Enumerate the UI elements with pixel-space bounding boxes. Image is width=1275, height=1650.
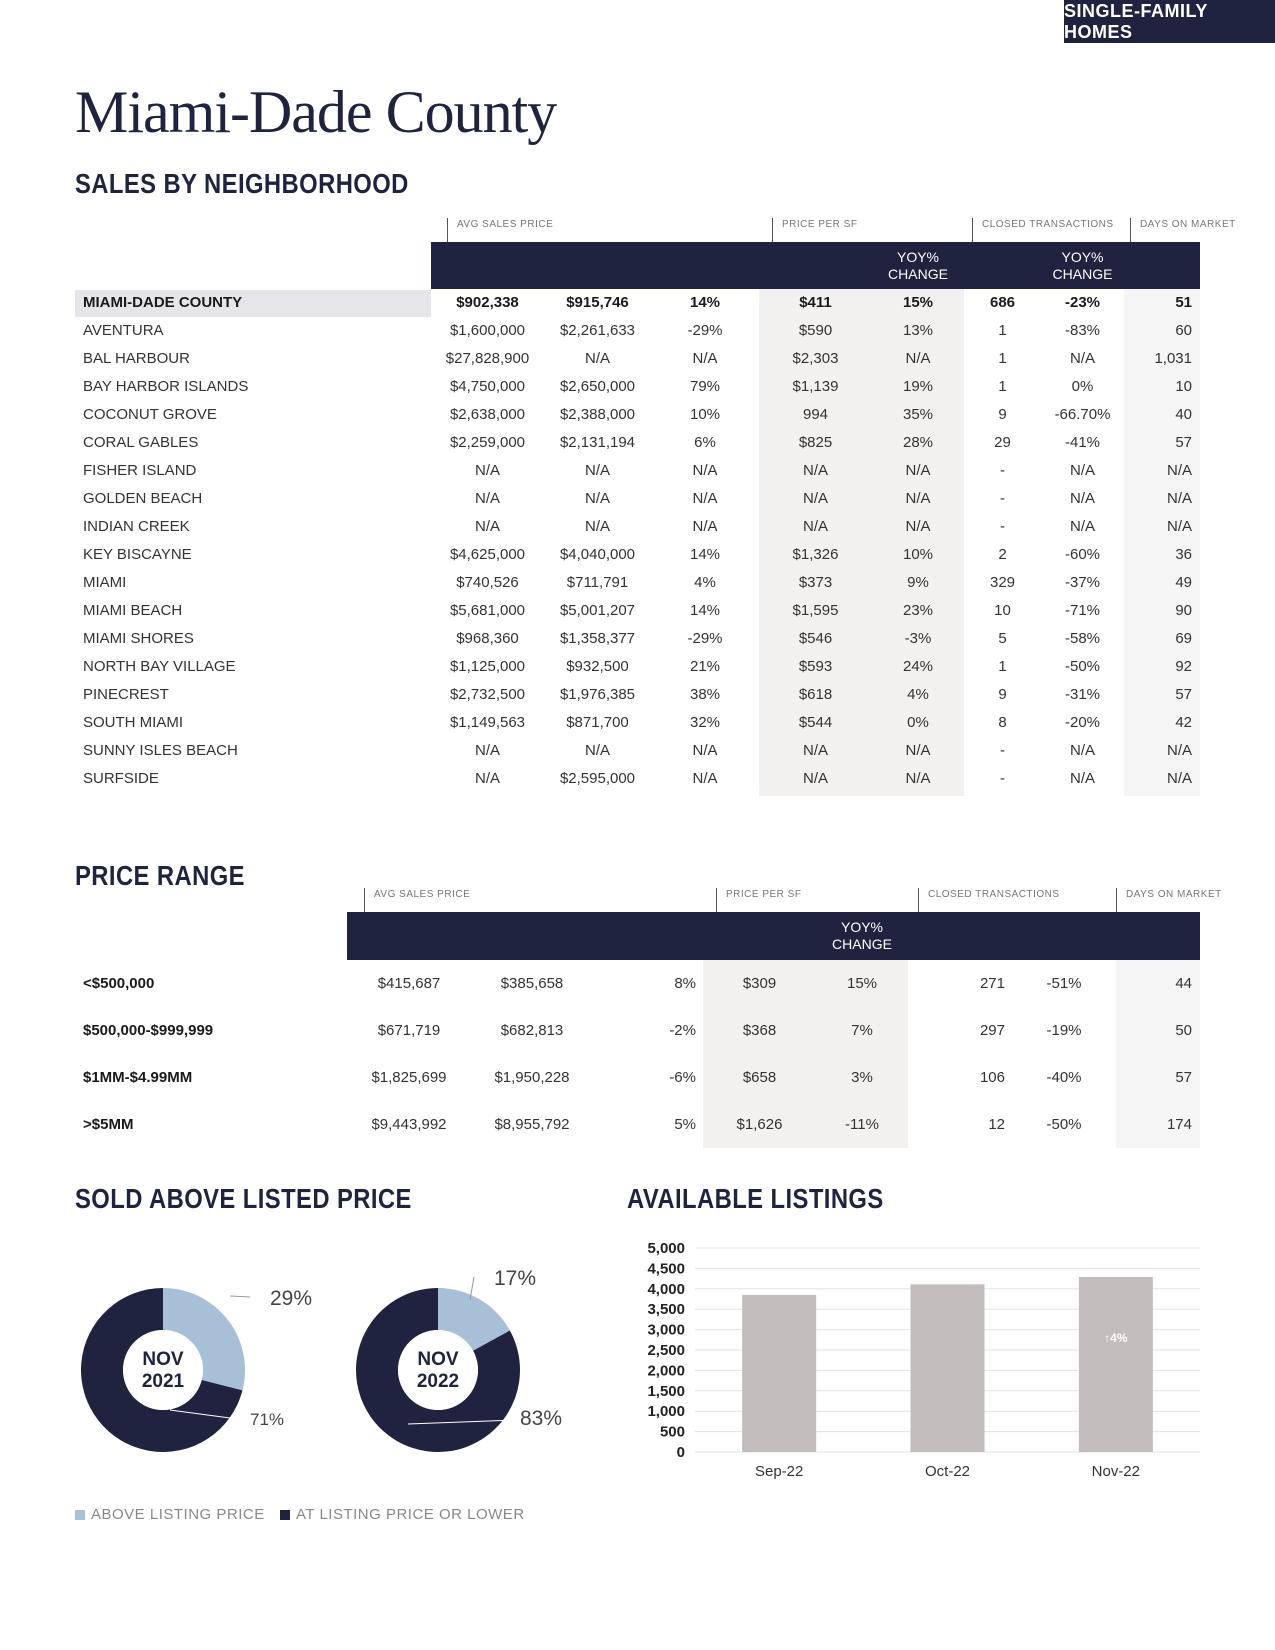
pr-cell: 5% <box>674 1116 696 1133</box>
neighborhood-name: FISHER ISLAND <box>83 462 197 479</box>
donut-nov-2021 <box>81 1287 312 1452</box>
y-tick-label: 1,000 <box>647 1403 685 1421</box>
sales-cell: N/A <box>474 742 500 759</box>
sales-cell: N/A <box>905 350 931 367</box>
sales-cell: N/A <box>1069 350 1095 367</box>
neighborhood-name: SOUTH MIAMI <box>83 714 183 731</box>
sales-cell: $871,700 <box>566 714 629 731</box>
pr-cell: -2% <box>669 1022 696 1039</box>
sales-cell: 1 <box>998 322 1007 339</box>
sales-cell: $2,732,500 <box>449 686 526 703</box>
sales-cell: 0% <box>907 714 929 731</box>
sales-cell: $5,001,207 <box>559 602 636 619</box>
pr-cell: $682,813 <box>500 1022 564 1039</box>
sales-cell: $968,360 <box>456 630 519 647</box>
sales-col-header: YOY% CHANGE <box>1052 248 1113 282</box>
sales-cell: N/A <box>802 462 828 479</box>
sales-cell: - <box>1000 518 1005 535</box>
sales-col-header <box>544 242 651 289</box>
sales-cell: N/A <box>584 350 610 367</box>
sales-cell: N/A <box>1069 742 1095 759</box>
sales-cell: $593 <box>798 658 833 675</box>
leader-line <box>230 1296 250 1297</box>
sales-cell: $2,261,633 <box>559 322 636 339</box>
neighborhood-name: MIAMI <box>83 574 127 591</box>
pr-cell: -6% <box>669 1069 696 1086</box>
sales-cell: -31% <box>1064 686 1101 703</box>
sales-cell: - <box>1000 490 1005 507</box>
pr-cell: -19% <box>1046 1022 1082 1039</box>
sales-cell: $1,139 <box>792 378 839 395</box>
page-title: Miami-Dade County <box>75 79 557 145</box>
neighborhood-name: CORAL GABLES <box>83 434 199 451</box>
sales-cell: N/A <box>802 770 828 787</box>
y-tick-label: 1,500 <box>647 1382 685 1400</box>
sales-cell: N/A <box>1166 770 1192 787</box>
x-tick-label: Nov-22 <box>1091 1463 1141 1480</box>
sales-cell: $1,976,385 <box>559 686 636 703</box>
sales-cell: 1 <box>998 350 1007 367</box>
sales-cell: $2,131,194 <box>559 434 636 451</box>
sales-cell: $2,259,000 <box>449 434 526 451</box>
group-days-on-market: DAYS ON MARKET <box>1130 218 1236 242</box>
donut-label-at-or-lower: 83% <box>520 1407 563 1430</box>
sales-cell: N/A <box>474 518 500 535</box>
sales-cell: 60 <box>1175 322 1192 339</box>
sales-cell: $740,526 <box>456 574 519 591</box>
sales-cell: -29% <box>687 322 723 339</box>
y-tick-label: 500 <box>659 1423 685 1441</box>
sales-cell: $2,595,000 <box>559 770 636 787</box>
sales-cell: $411 <box>799 294 832 311</box>
sales-cell: 10% <box>902 546 934 563</box>
bar <box>1079 1277 1153 1452</box>
sales-cell: -50% <box>1064 658 1101 675</box>
pr-group-days-on-market: DAYS ON MARKET <box>1116 888 1222 912</box>
sales-cell: $4,625,000 <box>449 546 526 563</box>
donut-hole <box>123 1330 203 1410</box>
sales-cell: 1 <box>998 378 1007 395</box>
group-price-per-sf: PRICE PER SF <box>772 218 857 242</box>
price-range-label: $1MM-$4.99MM <box>83 1069 193 1086</box>
pr-col-header <box>1116 912 1200 960</box>
sales-cell: 4% <box>907 686 929 703</box>
sales-cell: $902,338 <box>456 294 519 311</box>
sales-cell: N/A <box>1069 518 1095 535</box>
sales-cell: N/A <box>584 462 610 479</box>
x-tick-label: Sep-22 <box>754 1463 804 1480</box>
sales-cell: -23% <box>1064 294 1101 311</box>
sales-cell: N/A <box>905 462 931 479</box>
sales-col-header <box>964 242 1041 289</box>
pr-cell: 106 <box>979 1069 1005 1086</box>
sales-cell: $1,595 <box>792 602 839 619</box>
sales-cell: N/A <box>584 490 610 507</box>
sales-cell: N/A <box>692 350 718 367</box>
donut-hole <box>398 1330 478 1410</box>
neighborhood-name: INDIAN CREEK <box>83 518 190 535</box>
sales-cell: $590 <box>798 322 833 339</box>
sales-cell: 4% <box>694 574 716 591</box>
pr-cell: $385,658 <box>500 975 564 992</box>
donut-month: NOV <box>142 1349 184 1370</box>
sales-cell: 10% <box>689 406 721 423</box>
price-range-label: <$500,000 <box>83 975 155 992</box>
sales-cell: N/A <box>692 462 718 479</box>
sales-cell: $1,149,563 <box>449 714 526 731</box>
donut-month: NOV <box>417 1349 459 1370</box>
sales-cell: 14% <box>689 602 721 619</box>
sales-cell: 57 <box>1175 686 1192 703</box>
price-range-label: $500,000-$999,999 <box>83 1022 214 1039</box>
neighborhood-name: SUNNY ISLES BEACH <box>83 742 238 759</box>
pr-cell: 15% <box>846 975 878 992</box>
neighborhood-name: MIAMI-DADE COUNTY <box>83 294 243 311</box>
sales-cell: $1,125,000 <box>449 658 526 675</box>
available-listings-chart <box>620 1232 1220 1492</box>
sales-cell: $2,650,000 <box>559 378 636 395</box>
legend-at-or-lower <box>280 1506 525 1523</box>
pr-cell: $671,719 <box>377 1022 441 1039</box>
pr-cell: 174 <box>1166 1116 1192 1133</box>
bar <box>742 1295 816 1452</box>
sales-cell: 90 <box>1175 602 1192 619</box>
neighborhood-name: GOLDEN BEACH <box>83 490 203 507</box>
sales-cell: -83% <box>1064 322 1101 339</box>
sales-cell: 2 <box>998 546 1007 563</box>
pr-cell: 12 <box>988 1116 1005 1133</box>
sales-cell: -29% <box>687 630 723 647</box>
sales-cell: 13% <box>902 322 934 339</box>
y-tick-label: 2,500 <box>647 1342 685 1359</box>
y-tick-label: 3,000 <box>647 1321 685 1339</box>
sales-cell: N/A <box>1069 462 1095 479</box>
legend-above-listing <box>75 1506 265 1523</box>
sales-cell: $5,681,000 <box>449 602 526 619</box>
sales-cell: 38% <box>689 686 721 703</box>
pr-col-header <box>347 912 471 960</box>
pr-col-header <box>593 912 703 960</box>
x-tick-label: Oct-22 <box>924 1463 971 1480</box>
sales-cell: 10 <box>994 602 1011 619</box>
neighborhood-name: MIAMI SHORES <box>83 630 194 647</box>
sales-cell: -37% <box>1064 574 1101 591</box>
sales-cell: N/A <box>1166 490 1192 507</box>
sales-cell: 32% <box>689 714 721 731</box>
group-avg-sales-price: AVG SALES PRICE <box>447 218 553 242</box>
pr-group-avg-sales-price: AVG SALES PRICE <box>364 888 470 912</box>
sales-cell: 15% <box>902 294 934 311</box>
pr-cell: 8% <box>674 975 696 992</box>
pr-cell: 271 <box>979 975 1005 992</box>
sales-cell: N/A <box>802 490 828 507</box>
sales-col-header <box>651 242 759 289</box>
sales-cell: 10 <box>1175 378 1192 395</box>
sales-cell: 14% <box>689 546 721 563</box>
pr-col-header <box>703 912 816 960</box>
sales-cell: 9 <box>998 686 1007 703</box>
sales-cell: 49 <box>1175 574 1192 591</box>
sales-cell: 29 <box>994 434 1011 451</box>
sales-cell: N/A <box>905 490 931 507</box>
sales-cell: N/A <box>692 518 718 535</box>
sales-cell: 0% <box>1071 378 1094 395</box>
sales-cell: $2,303 <box>792 350 839 367</box>
pr-cell: $8,955,792 <box>494 1116 570 1133</box>
sales-cell: $544 <box>798 714 833 731</box>
sales-cell: $2,638,000 <box>449 406 526 423</box>
donut-charts <box>60 1240 640 1500</box>
sales-cell: $373 <box>798 574 833 591</box>
pr-col-header: YOY% CHANGE <box>832 919 892 952</box>
sales-cell: N/A <box>474 770 500 787</box>
y-tick-label: 5,000 <box>647 1240 685 1257</box>
pr-col-header <box>471 912 593 960</box>
sales-cell: 994 <box>802 406 829 423</box>
sales-cell: N/A <box>692 770 718 787</box>
sales-cell: 40 <box>1175 406 1192 423</box>
sales-col-header <box>1124 242 1200 289</box>
neighborhood-name: BAY HARBOR ISLANDS <box>83 378 249 395</box>
pr-cell: -51% <box>1046 975 1082 992</box>
sales-section-title: SALES BY NEIGHBORHOOD <box>75 168 409 199</box>
sales-cell: $4,750,000 <box>449 378 526 395</box>
sales-cell: -20% <box>1064 714 1101 731</box>
sales-cell: -3% <box>904 630 932 647</box>
sales-cell: 9% <box>907 574 929 591</box>
sales-cell: -58% <box>1064 630 1101 647</box>
sales-cell: $711,791 <box>566 574 629 591</box>
sales-cell: 1,031 <box>1154 350 1192 367</box>
sales-cell: 28% <box>902 434 934 451</box>
donut-label-above: 17% <box>494 1267 537 1290</box>
neighborhood-name: NORTH BAY VILLAGE <box>83 658 236 675</box>
sales-cell: N/A <box>1166 462 1192 479</box>
pr-cell: $309 <box>742 975 777 992</box>
sales-cell: N/A <box>1166 518 1192 535</box>
sales-cell: N/A <box>474 490 500 507</box>
sales-cell: N/A <box>692 490 718 507</box>
neighborhood-name: KEY BISCAYNE <box>83 546 192 563</box>
sales-cell: 329 <box>989 574 1016 591</box>
sales-cell: N/A <box>1069 490 1095 507</box>
sales-cell: 6% <box>694 434 716 451</box>
sales-cell: 21% <box>689 658 721 675</box>
y-tick-label: 3,500 <box>647 1301 685 1319</box>
y-tick-label: 0 <box>676 1444 685 1461</box>
sales-cell: $1,600,000 <box>449 322 526 339</box>
category-tag: SINGLE-FAMILY HOMES <box>1064 0 1275 43</box>
sales-cell: $1,358,377 <box>559 630 636 647</box>
sales-cell: $27,828,900 <box>445 350 530 367</box>
sales-cell: $2,388,000 <box>559 406 636 423</box>
sales-cell: $932,500 <box>566 658 629 675</box>
pr-cell: 44 <box>1175 975 1192 992</box>
sales-cell: 19% <box>902 378 934 395</box>
pr-col-header <box>1008 912 1116 960</box>
sales-cell: N/A <box>584 742 610 759</box>
sales-cell: N/A <box>1069 770 1095 787</box>
sales-cell: $546 <box>798 630 833 647</box>
sales-cell: N/A <box>802 518 828 535</box>
donut-year: 2022 <box>416 1371 460 1392</box>
neighborhood-name: COCONUT GROVE <box>83 406 217 423</box>
sales-cell: 14% <box>689 294 721 311</box>
sales-cell: - <box>1000 462 1005 479</box>
sales-cell: - <box>1000 742 1005 759</box>
sales-cell: - <box>1000 770 1005 787</box>
bar-annotation: ↑4% <box>1104 1330 1128 1345</box>
sales-cell: $825 <box>798 434 833 451</box>
sales-cell: 1 <box>998 658 1007 675</box>
pr-cell: 3% <box>851 1069 873 1086</box>
pr-cell: $9,443,992 <box>371 1116 447 1133</box>
pr-cell: -11% <box>845 1116 879 1133</box>
legend-at-or-lower-label: AT LISTING PRICE OR LOWER <box>296 1506 525 1523</box>
sales-cell: N/A <box>584 518 610 535</box>
pr-cell: $658 <box>742 1069 777 1086</box>
listings-section-title: AVAILABLE LISTINGS <box>627 1183 884 1214</box>
pr-cell: $1,825,699 <box>371 1069 447 1086</box>
sales-col-header <box>431 242 544 289</box>
sales-cell: $4,040,000 <box>559 546 636 563</box>
sales-col-header: YOY% CHANGE <box>888 248 948 282</box>
sales-cell: $618 <box>798 686 833 703</box>
sales-cell: N/A <box>474 462 500 479</box>
sales-cell: 79% <box>689 378 721 395</box>
pr-cell: $415,687 <box>377 975 441 992</box>
pr-cell: $368 <box>742 1022 777 1039</box>
donut-label-at-or-lower: 71% <box>250 1410 285 1429</box>
sales-col-header <box>759 242 872 289</box>
group-closed-transactions: CLOSED TRANSACTIONS <box>972 218 1114 242</box>
legend-above-label: ABOVE LISTING PRICE <box>91 1506 265 1523</box>
sales-cell: 9 <box>998 406 1007 423</box>
sales-cell: N/A <box>905 518 931 535</box>
bar <box>911 1284 985 1452</box>
y-tick-label: 2,000 <box>647 1362 685 1380</box>
sales-cell: N/A <box>802 742 828 759</box>
pr-group-price-per-sf: PRICE PER SF <box>716 888 801 912</box>
sales-cell: 24% <box>902 658 934 675</box>
sales-cell: 35% <box>902 406 934 423</box>
sales-cell: -41% <box>1064 434 1101 451</box>
pr-cell: $1,950,228 <box>494 1069 570 1086</box>
y-tick-label: 4,000 <box>647 1280 685 1298</box>
sales-cell: 23% <box>902 602 934 619</box>
neighborhood-name: BAL HARBOUR <box>83 350 190 367</box>
sales-cell: N/A <box>905 742 931 759</box>
sales-cell: 51 <box>1175 294 1192 311</box>
pr-group-closed-transactions: CLOSED TRANSACTIONS <box>918 888 1060 912</box>
pr-cell: 7% <box>851 1022 873 1039</box>
y-tick-label: 4,500 <box>647 1260 685 1278</box>
sales-cell: 5 <box>998 630 1007 647</box>
neighborhood-name: SURFSIDE <box>83 770 159 787</box>
sold-above-section-title: SOLD ABOVE LISTED PRICE <box>75 1183 412 1214</box>
donut-label-above: 29% <box>270 1287 313 1310</box>
pr-cell: 297 <box>979 1022 1005 1039</box>
neighborhood-name: AVENTURA <box>83 322 164 339</box>
price-range-section-title: PRICE RANGE <box>75 860 245 891</box>
pr-cell: $1,626 <box>736 1116 783 1133</box>
sales-cell: -66.70% <box>1054 406 1111 423</box>
sales-cell: $1,326 <box>792 546 839 563</box>
legend-swatch-light-blue <box>75 1510 85 1520</box>
sales-cell: 686 <box>989 294 1016 311</box>
sales-cell: -71% <box>1064 602 1101 619</box>
sales-cell: 69 <box>1175 630 1192 647</box>
donut-nov-2022 <box>356 1267 562 1452</box>
legend-swatch-navy <box>280 1510 290 1520</box>
sales-cell: 8 <box>998 714 1007 731</box>
price-range-label: >$5MM <box>83 1116 134 1133</box>
donut-year: 2021 <box>141 1371 185 1392</box>
sales-cell: N/A <box>692 742 718 759</box>
pr-cell: -50% <box>1046 1116 1082 1133</box>
neighborhood-name: PINECREST <box>83 686 169 703</box>
sales-cell: 36 <box>1175 546 1192 563</box>
sales-cell: 57 <box>1175 434 1192 451</box>
pr-cell: 57 <box>1175 1069 1192 1086</box>
pr-col-header <box>908 912 1008 960</box>
neighborhood-name: MIAMI BEACH <box>83 602 183 619</box>
sales-cell: $915,746 <box>566 294 629 311</box>
pr-cell: 50 <box>1175 1022 1192 1039</box>
pr-cell: -40% <box>1046 1069 1082 1086</box>
sales-cell: N/A <box>905 770 931 787</box>
sales-cell: 92 <box>1175 658 1192 675</box>
sales-cell: 42 <box>1175 714 1192 731</box>
sales-cell: -60% <box>1064 546 1101 563</box>
sales-cell: N/A <box>1166 742 1192 759</box>
